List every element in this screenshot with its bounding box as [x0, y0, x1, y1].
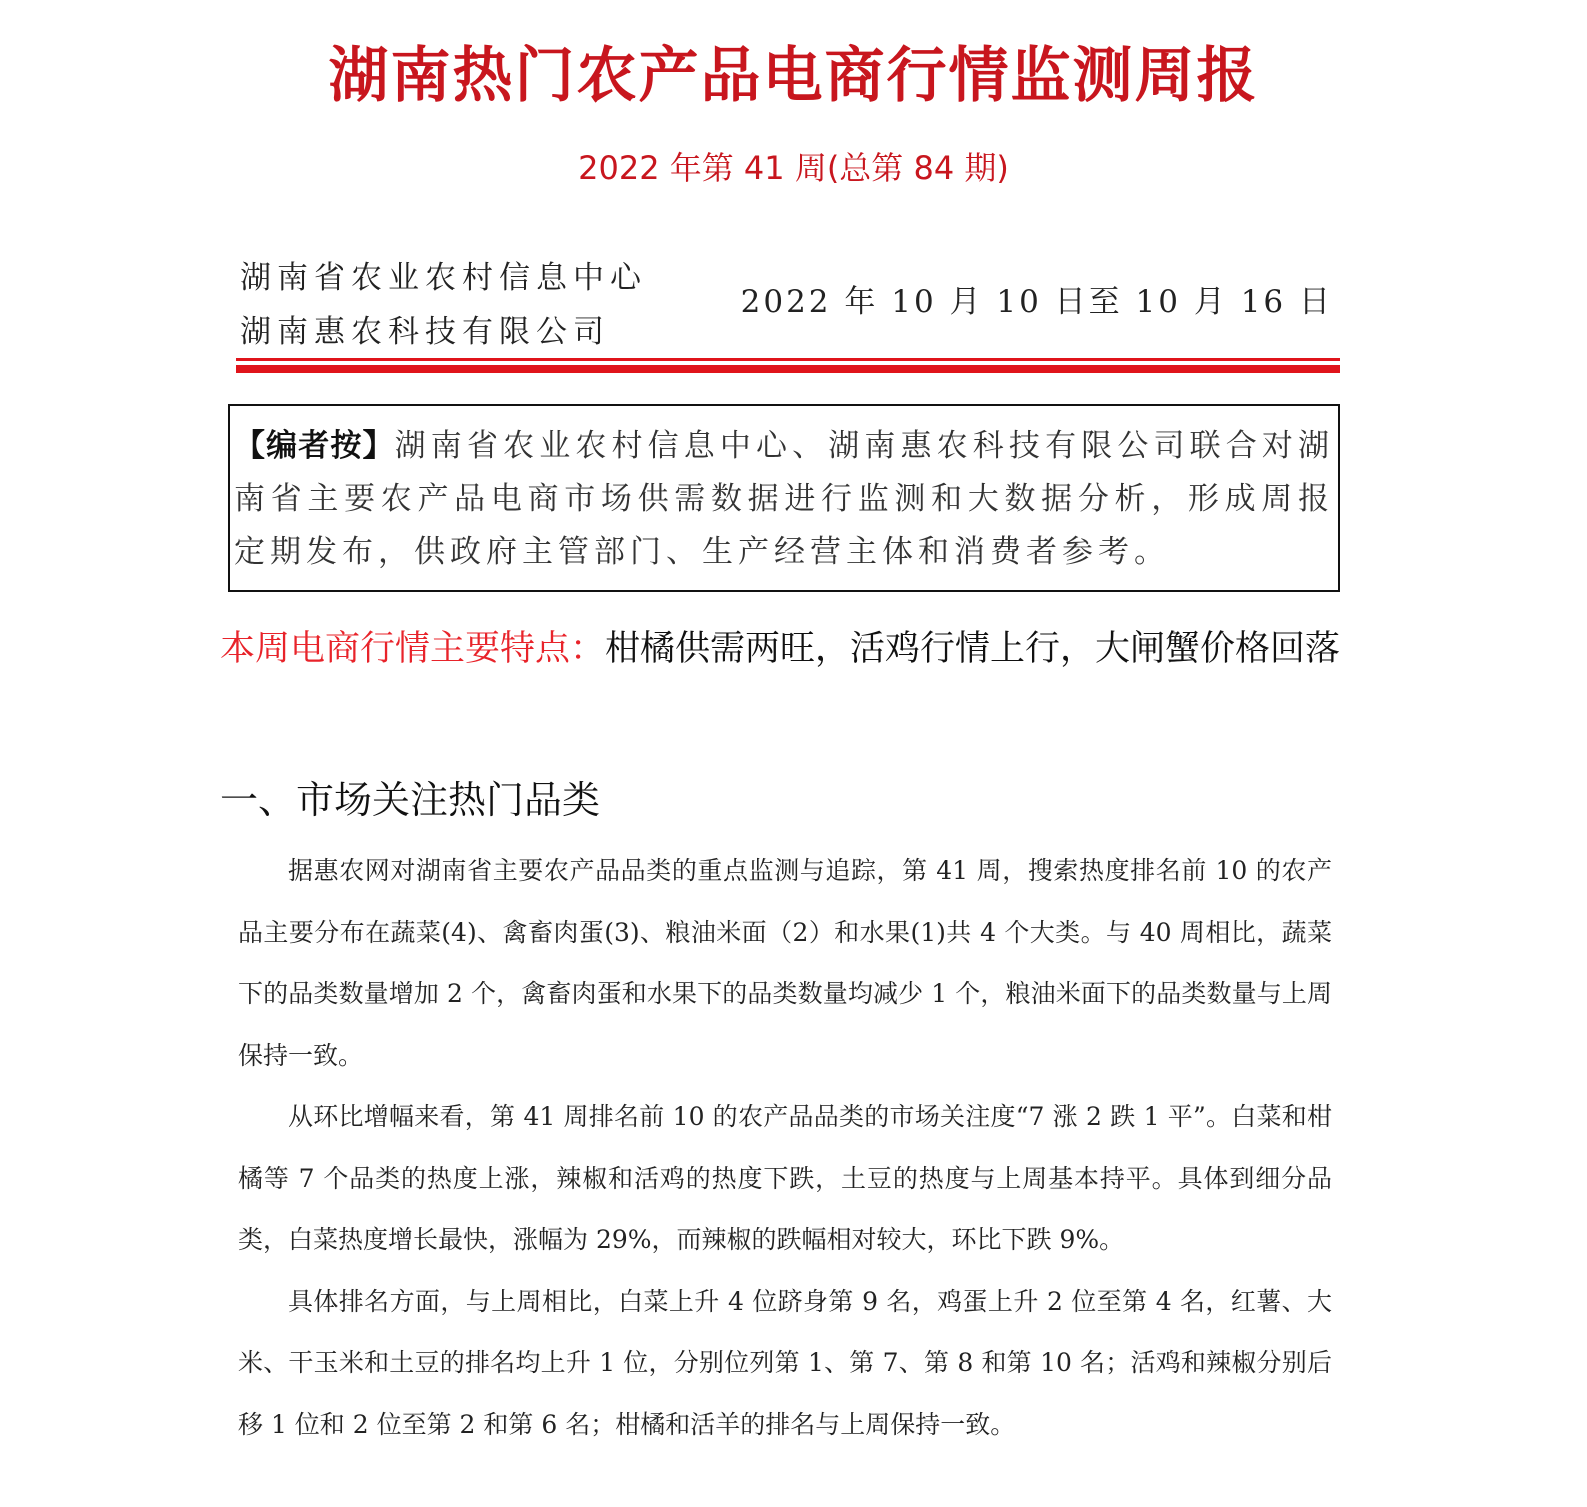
editor-note-label: 【编者按】	[234, 428, 395, 464]
highlights-label: 本周电商行情主要特点：	[220, 629, 606, 669]
body-paragraph-2: 从环比增幅来看，第 41 周排名前 10 的农产品品类的市场关注度“7 涨 2 跌 1 平”。白菜和柑橘等 7 个品类的热度上涨，辣椒和活鸡的热度下跌，土豆的热度与上周基本持平。具体到细分品类，白菜热度增长最快，涨幅为 29%，而辣椒的跌幅相对较大，环比下跌 9%。	[238, 1102, 1332, 1254]
header-rule-thick	[236, 365, 1340, 373]
publisher-org-2: 湖南惠农科技有限公司	[240, 314, 610, 350]
section-body	[238, 840, 1332, 1455]
issue-number: 2022 年第 41 周(总第 84 期)	[578, 149, 1009, 187]
header-rule-thin	[236, 358, 1340, 361]
report-title: 湖南热门农产品电商行情监测周报	[328, 41, 1259, 111]
body-paragraph-1: 据惠农网对湖南省主要农产品品类的重点监测与追踪，第 41 周，搜索热度排名前 10 的农产品主要分布在蔬菜(4)、禽畜肉蛋(3)、粮油米面（2）和水果(1)共 4 个大类。与 40 周相比，蔬菜下的品类数量增加 2 个，禽畜肉蛋和水果下的品类数量均减少 1 个，粮油米面下的品类数量与上周保持一致。	[238, 856, 1332, 1070]
editor-note-box	[228, 404, 1340, 592]
highlights-text: 柑橘供需两旺，活鸡行情上行，大闸蟹价格回落	[605, 629, 1341, 669]
report-date-range: 2022 年 10 月 10 日至 10 月 16 日	[740, 284, 1333, 320]
body-paragraph-3: 具体排名方面，与上周相比，白菜上升 4 位跻身第 9 名，鸡蛋上升 2 位至第 4 名，红薯、大米、干玉米和土豆的排名均上升 1 位，分别位列第 1、第 7、第 8 和第 10 名；活鸡和辣椒分别后移 1 位和 2 位至第 2 和第 6 名；柑橘和活羊的排名与上周保持一致。	[238, 1286, 1332, 1439]
section-heading: 一、市场关注热门品类	[220, 778, 601, 822]
weekly-highlights	[220, 608, 1365, 690]
publisher-org-1: 湖南省农业农村信息中心	[240, 260, 647, 296]
editor-note-text: 湖南省农业农村信息中心、湖南惠农科技有限公司联合对湖南省主要农产品电商市场供需数据进行监测和大数据分析，形成周报定期发布，供政府主管部门、生产经营主体和消费者参考。	[234, 428, 1335, 570]
